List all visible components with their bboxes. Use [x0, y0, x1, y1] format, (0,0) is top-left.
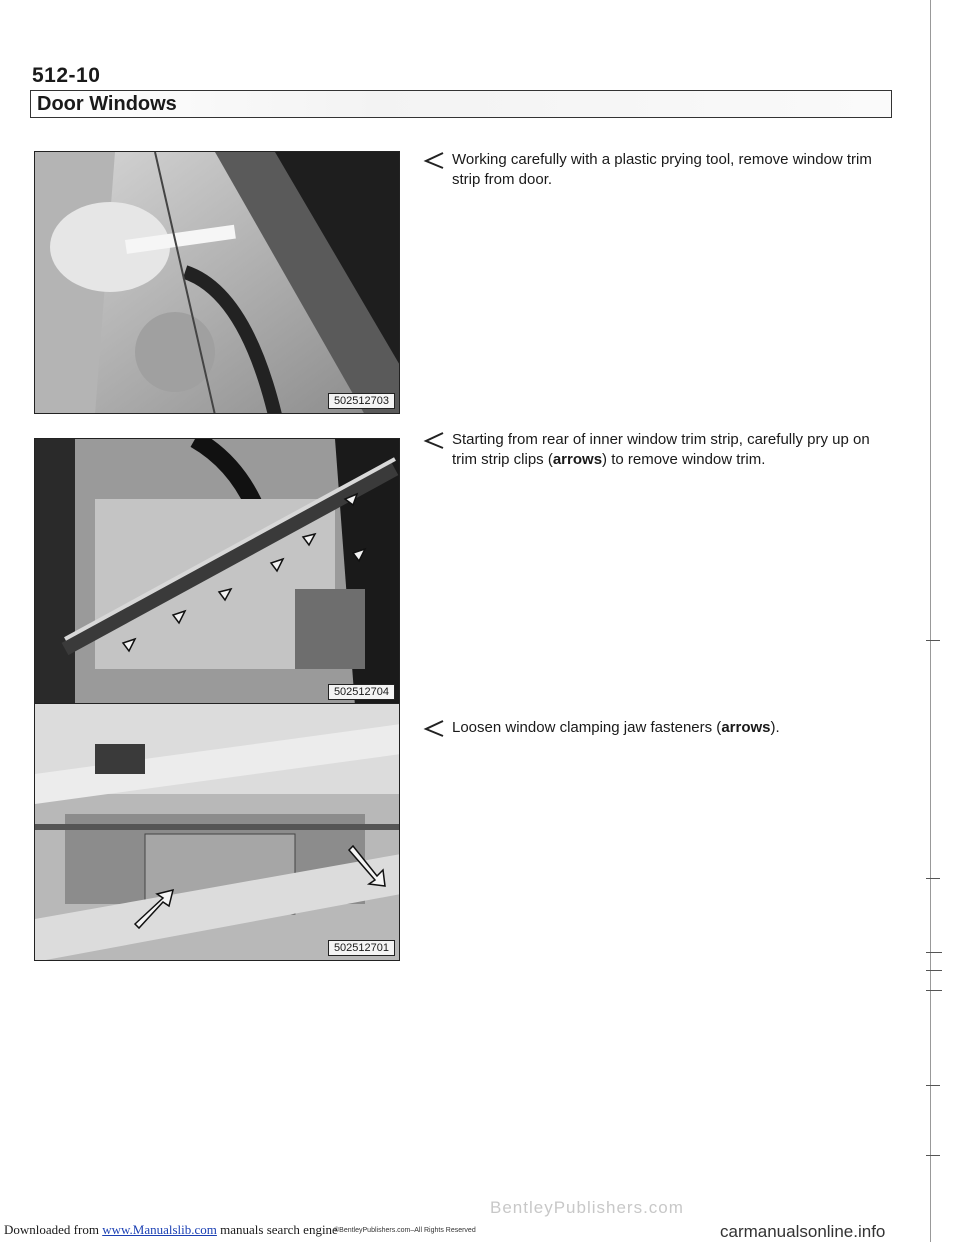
photo-inner-door — [35, 439, 400, 705]
footer-copyright: ©BentleyPublishers.com–All Rights Reserved — [334, 1227, 476, 1234]
step-text: Starting from rear of inner window trim strip, carefully pry up on trim strip clips (arrows) to remove window trim. — [452, 431, 870, 468]
footer-site: carmanualsonline.info — [720, 1222, 886, 1241]
margin-tick — [926, 1155, 940, 1156]
photo-door-frame — [35, 704, 400, 961]
pointer-arrow-icon — [422, 430, 446, 450]
figure-id: 502512701 — [328, 940, 395, 956]
margin-tick — [926, 640, 940, 641]
page-number: 512-10 — [32, 64, 101, 87]
margin-tick — [926, 878, 940, 879]
photo-door-trim — [35, 152, 400, 414]
section-header — [30, 90, 892, 118]
figure-trim-strip-clips — [34, 438, 400, 705]
margin-tick — [926, 952, 942, 953]
figure-clamping-jaw — [34, 703, 400, 961]
footer-watermark: BentleyPublishers.com — [490, 1198, 684, 1217]
step-remove-trim-strip — [422, 150, 882, 190]
figure-trim-strip-removal — [34, 151, 400, 414]
margin-tick — [926, 970, 942, 971]
margin-tick — [926, 990, 942, 991]
figure-id: 502512703 — [328, 393, 395, 409]
footer-download-note: Downloaded from www.Manualslib.com manuals search engine — [4, 1222, 338, 1237]
figure-id: 502512704 — [328, 684, 395, 700]
margin-tick — [926, 1085, 940, 1086]
step-text: Working carefully with a plastic prying tool, remove window trim strip from door. — [452, 151, 872, 188]
margin-rule — [930, 0, 931, 1242]
step-pry-clips — [422, 430, 882, 470]
manualslib-link[interactable]: www.Manualslib.com — [102, 1222, 217, 1237]
pointer-arrow-icon — [422, 150, 446, 170]
step-text: Loosen window clamping jaw fasteners (arrows). — [452, 719, 780, 736]
step-loosen-fasteners — [422, 718, 882, 738]
section-title: Door Windows — [37, 93, 177, 115]
pointer-arrow-icon — [422, 718, 446, 738]
